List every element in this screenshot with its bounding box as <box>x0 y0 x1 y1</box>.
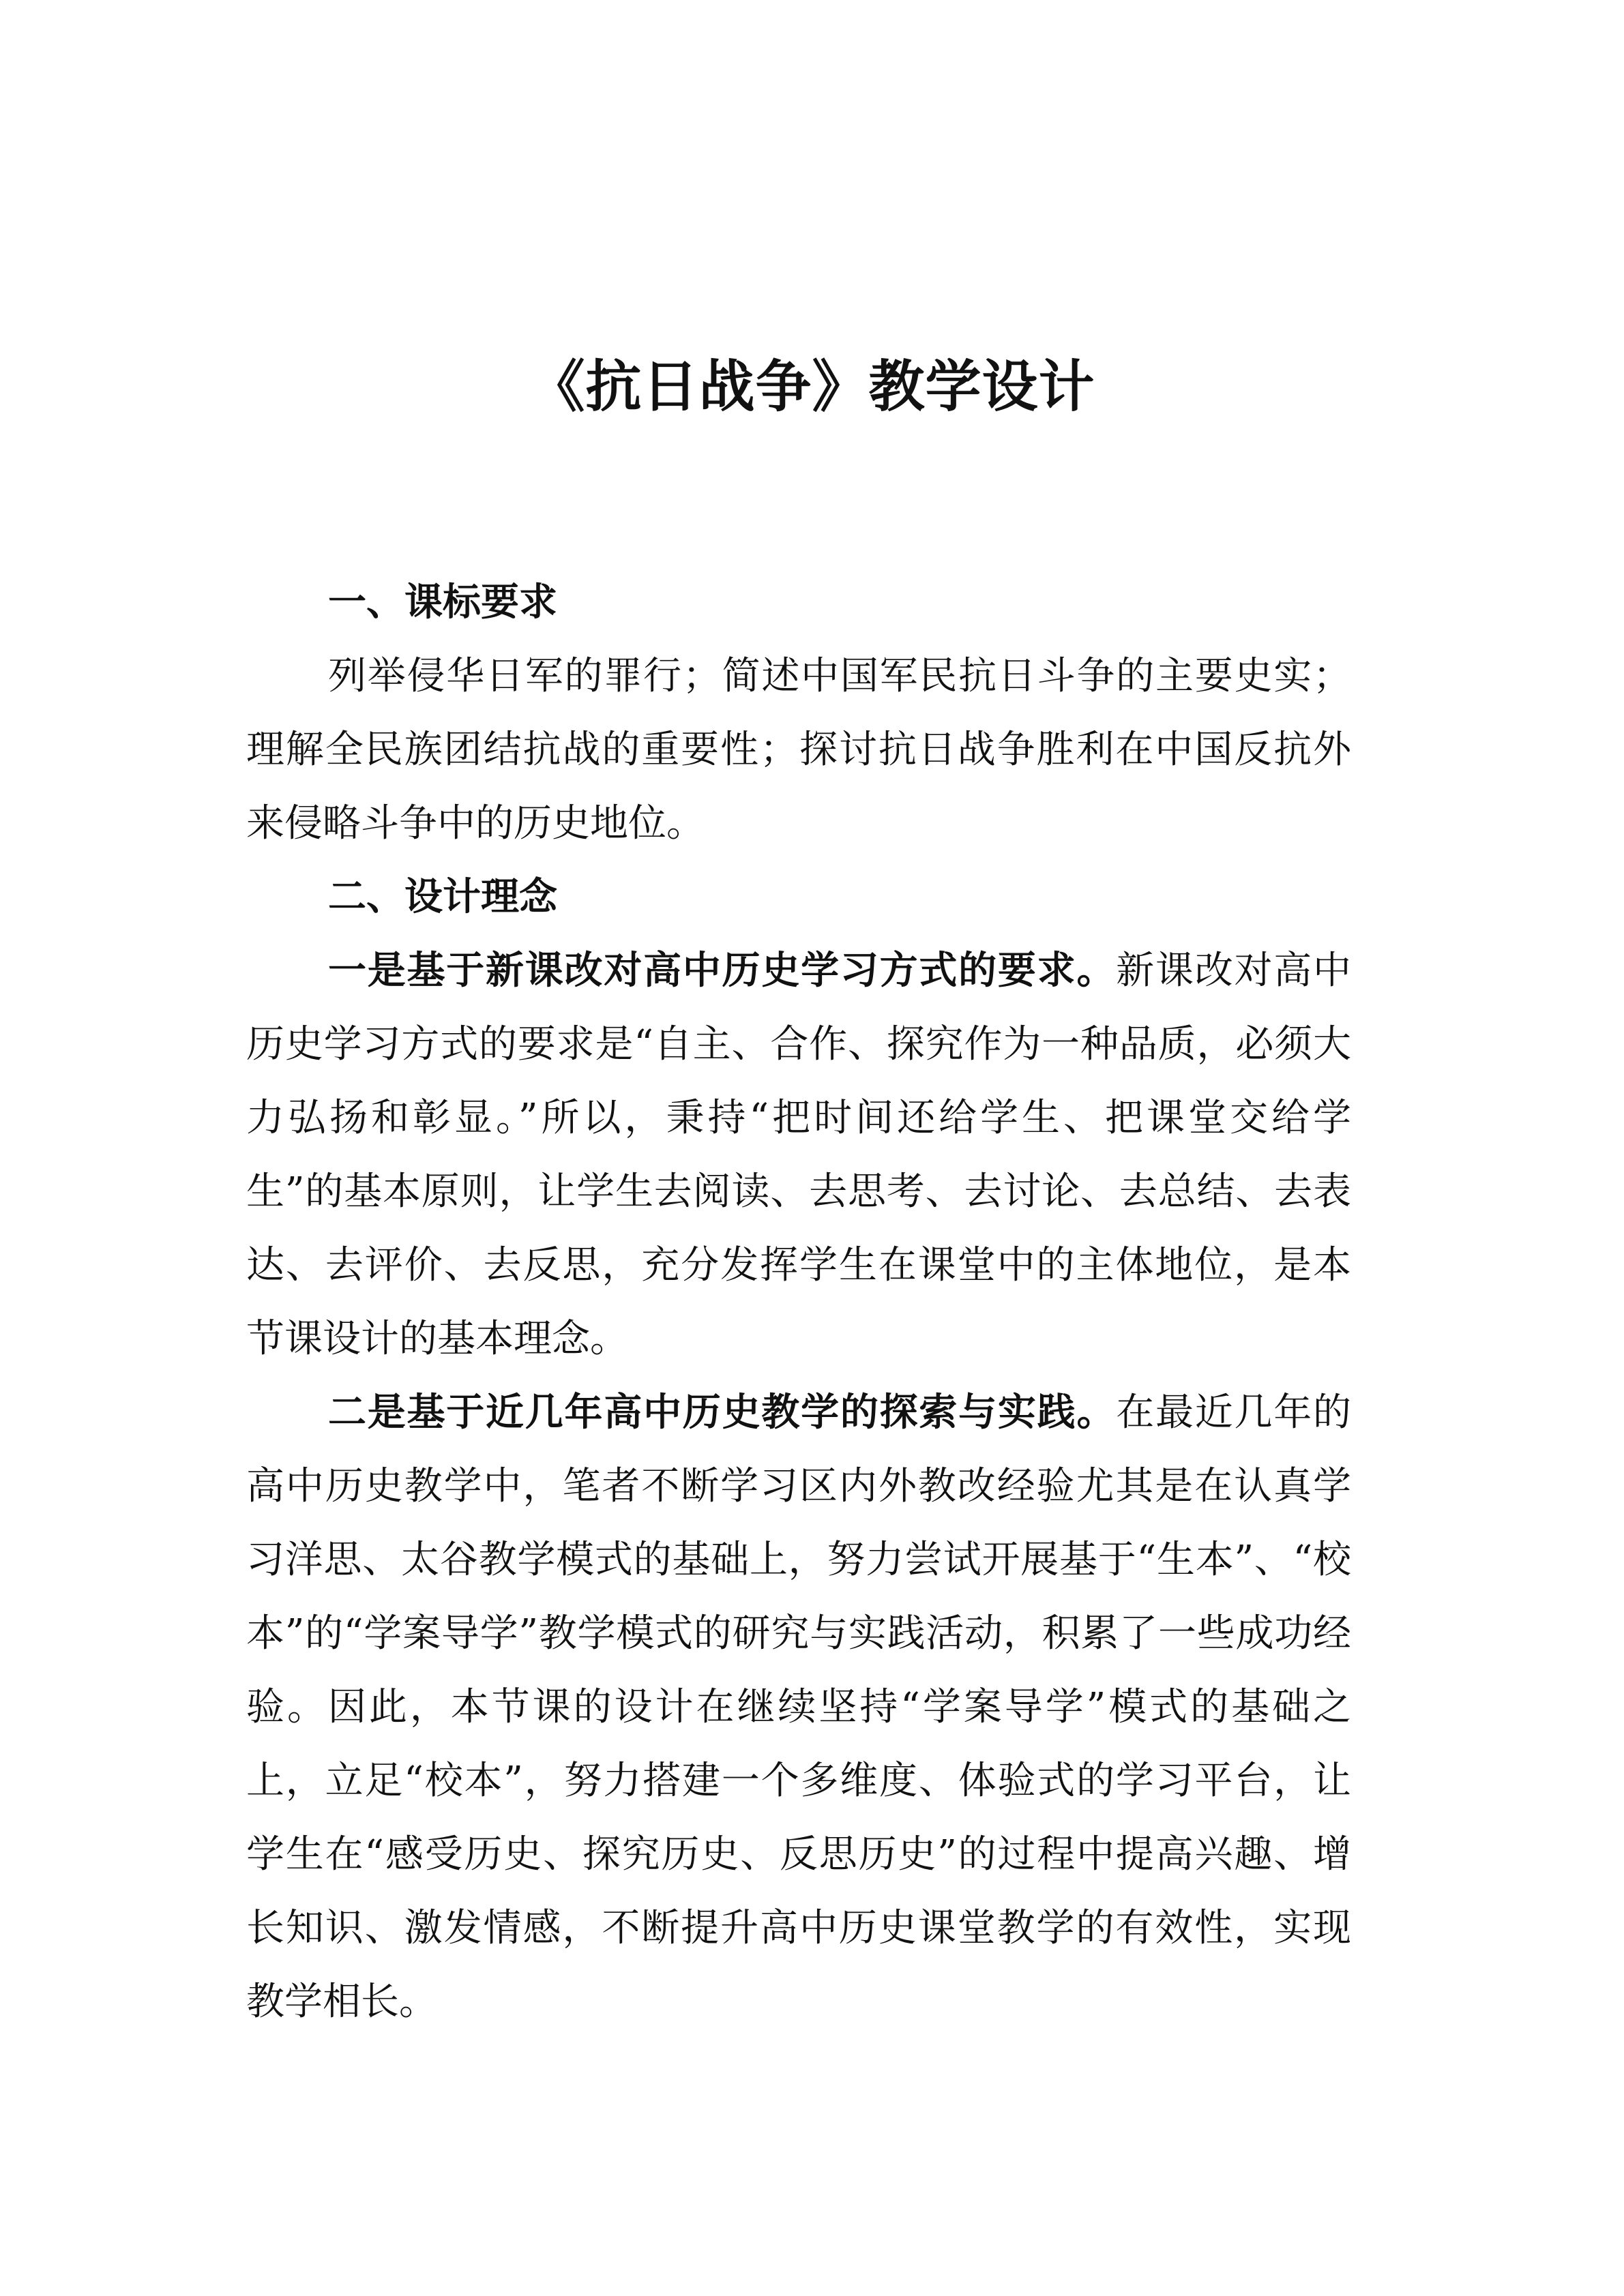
paragraph-lead: 一是基于新课改对高中历史学习方式的要求。 <box>328 949 1117 993</box>
section-design-concept <box>246 861 1351 2039</box>
section-curriculum-requirements <box>246 566 1351 861</box>
section-heading: 二、设计理念 <box>328 875 557 919</box>
section-heading: 一、课标要求 <box>328 580 557 625</box>
document-title: 《抗日战争》教学设计 <box>529 355 1095 419</box>
paragraph <box>246 640 1351 861</box>
paragraph-lead: 二是基于近几年高中历史教学的探索与实践。 <box>328 1390 1117 1435</box>
paragraph-text: 新课改对高中历史学习方式的要求是“自主、合作、探究作为一种品质，必须大力弘扬和彰显。”所以，秉持“把时间还给学生、把课堂交给学生”的基本原则，让学生去阅读、去思考、去讨论、去总结、去表达、去评价、去反思，充分发挥学生在课堂中的主体地位，是本节课设计的基本理念。 <box>246 949 1352 1361</box>
paragraph-text: 在最近几年的高中历史教学中，笔者不断学习区内外教改经验尤其是在认真学习洋思、太谷教学模式的基础上，努力尝试开展基于“生本”、“校本”的“学案导学”教学模式的研究与实践活动，积累了一些成功经验。因此，本节课的设计在继续坚持“学案导学”模式的基础之上，立足“校本”，努力搭建一个多维度、体验式的学习平台，让学生在“感受历史、探究历史、反思历史”的过程中提高兴趣、增长知识、激发情感，不断提升高中历史课堂教学的有效性，实现教学相长。 <box>246 1390 1352 2024</box>
paragraph <box>246 1376 1351 2039</box>
paragraph <box>246 934 1351 1376</box>
paragraph-text: 列举侵华日军的罪行；简述中国军民抗日斗争的主要史实；理解全民族团结抗战的重要性；探讨抗日战争胜利在中国反抗外来侵略斗争中的历史地位。 <box>246 654 1351 846</box>
document-body <box>246 566 1351 2039</box>
